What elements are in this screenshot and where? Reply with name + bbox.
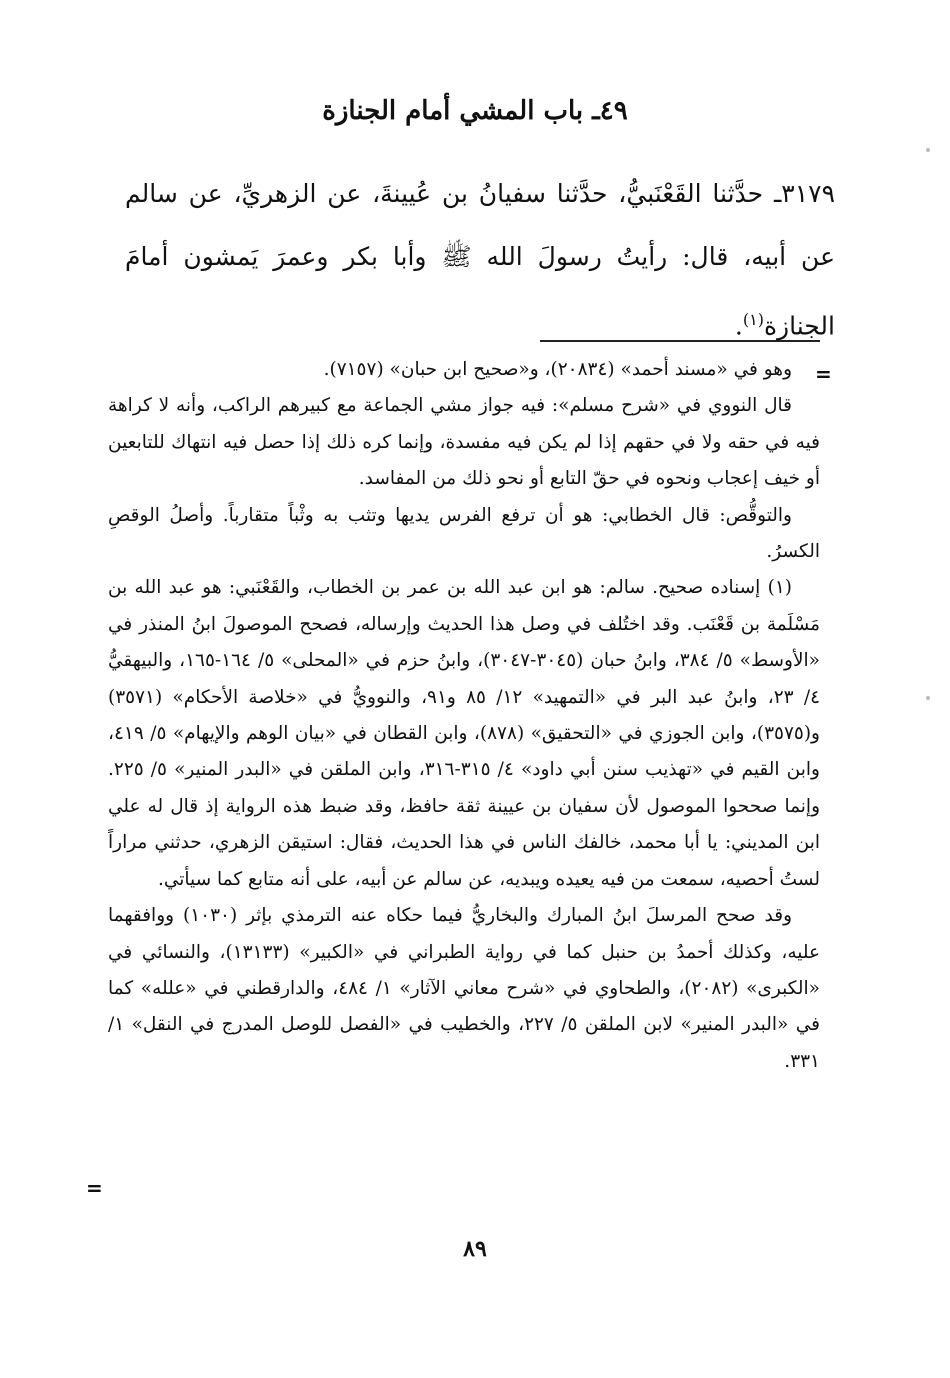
footnote-paragraph: وقد صحح المرسلَ ابنُ المبارك والبخاريُّ فيما حكاه عنه الترمذي بإثر (١٠٣٠) ووافقهما عليه، وكذلك أحمدُ بن حنبل كما في رواية الطبراني في «الكبير» (١٣١٣٣)، والنسائي في «الكبرى» (٢٠٨٢)، والطحاوي في «شرح معاني الآثار» ١/ ٤٨٤، والدارقطني في «علله» كما في «البدر المنير» لابن الملقن ٥/ ٢٢٧، والخطيب في «الفصل للوصل المدرج في النقل» ١/ ٣٣١. [108,905,820,1072]
chapter-title: ٤٩ـ باب المشي أمام الجنازة [322,96,628,126]
hadith-text: ٣١٧٩ـ حدَّثنا القَعْنَبيُّ، حدَّثنا سفيانُ بن عُيينةَ، عن الزهريِّ، عن سالم عن أبيه، قال: رأيتُ رسولَ الله ﷺ وأبا بكر وعمرَ يَمشون أمامَ الجنازة [125,179,835,341]
continuation-mark-top: = [815,362,832,386]
continuation-mark-bottom: = [86,1176,103,1200]
footnote-separator [540,340,820,342]
footnote-paragraph: (١) إسناده صحيح. سالم: هو ابن عبد الله بن عمر بن الخطاب، والقَعْنَبي: هو عبد الله بن مَسْلَمة بن قَعْنَب. وقد اختُلف في وصل هذا الحديث وإرساله، فصحح الموصولَ ابنُ المنذر في «الأوسط» ٥/ ٣٨٤، وابنُ حبان (٣٠٤٥-٣٠٤٧)، وابنُ حزم في «المحلى» ٥/ ١٦٤-١٦٥، والبيهقيُّ ٤/ ٢٣، وابنُ عبد البر في «التمهيد» ١٢/ ٨٥ و٩١، والنوويُّ في «خلاصة الأحكام» (٣٥٧١) و(٣٥٧٥)، وابن الجوزي في «التحقيق» (٨٧٨)، وابن القطان في «بيان الوهم والإيهام» ٥/ ٤١٩، وابن القيم في «تهذيب سنن أبي داود» ٤/ ٣١٥-٣١٦، وابن الملقن في «البدر المنير» ٥/ ٢٢٥. وإنما صححوا الموصول لأن سفيان بن عيينة ثقة حافظ، وقد ضبط هذه الرواية إذ قال له علي ابن المديني: يا أبا محمد، خالفك الناس في هذا الحديث، فقال: استيقن الزهري، حدثني مراراً لستُ أحصيه، سمعت من فيه يعيده ويبديه، عن سالم عن أبيه، على أنه متابع كما سيأتي. [108,577,820,890]
footnote-paragraph: وهو في «مسند أحمد» (٢٠٨٣٤)، و«صحيح ابن حبان» (٧١٥٧). [323,359,792,380]
scan-speck [926,696,930,700]
footnote-paragraph: قال النووي في «شرح مسلم»: فيه جواز مشي الجماعة مع كبيرهم الراكب، وأنه لا كراهة فيه في حقه ولا في حقهم إذا لم يكن فيه مفسدة، وإنما كره ذلك إذا حصل فيه انتهاك للتابعين أو خيف إعجاب ونحوه في حقّ التابع أو نحو ذلك من المفاسد. [108,395,820,490]
footnote-paragraph: والتوقُّص: قال الخطابي: هو أن ترفع الفرس يديها وتثب به وثْباً متقارباً. وأصلُ الوقصِ الكسرُ. [108,504,820,563]
footnote-reference: (١) [742,310,764,329]
footnotes-block [108,352,820,1080]
scan-speck [926,148,930,152]
page-number: ٨٩ [463,1236,487,1262]
hadith-paragraph [125,162,835,357]
hadith-block [125,162,835,357]
hadith-end: . [734,311,743,341]
